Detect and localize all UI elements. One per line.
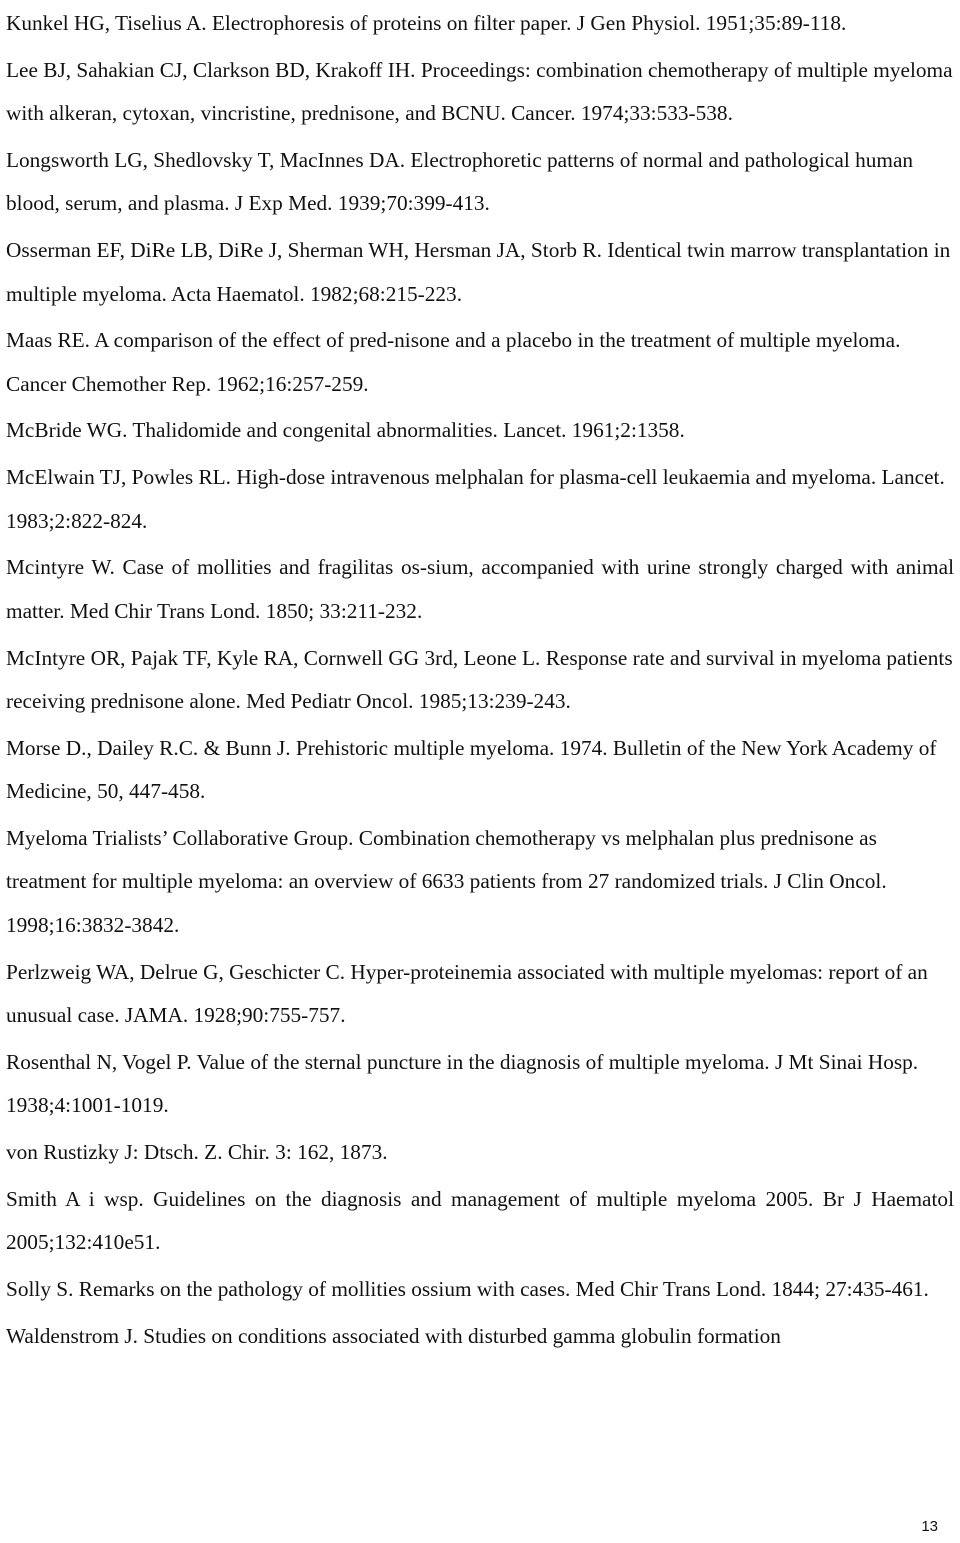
reference-entry: Waldenstrom J. Studies on conditions associated with disturbed gamma globulin formation — [6, 1323, 781, 1348]
reference-entry: Smith A i wsp. Guidelines on the diagnosis and management of multiple myeloma 2005. Br J Haematol 2005;132:410e51. — [6, 1186, 954, 1255]
reference-entry: Perlzweig WA, Delrue G, Geschicter C. Hyper-proteinemia associated with multiple myelomas: report of an unusual case. JAMA. 1928;90:755-757. — [6, 959, 928, 1028]
reference-entry: Morse D., Dailey R.C. & Bunn J. Prehistoric multiple myeloma. 1974. Bulletin of the New York Academy of Medicine, 50, 447-458. — [6, 735, 937, 804]
reference-entry: Kunkel HG, Tiselius A. Electrophoresis of proteins on filter paper. J Gen Physiol. 1951;35:89-118. — [6, 11, 847, 35]
reference-entry: Osserman EF, DiRe LB, DiRe J, Sherman WH, Hersman JA, Storb R. Identical twin marrow transplantation in multiple myeloma. Acta Haematol. 1982;68:215-223. — [6, 238, 951, 306]
reference-entry: Myeloma Trialists’ Collaborative Group. Combination chemotherapy vs melphalan plus prednisone as treatment for multiple myeloma: an overview of 6633 patients from 27 randomized trials. J Clin Oncol. 1998;16:3832-3842. — [6, 825, 887, 937]
reference-entry: Maas RE. A comparison of the effect of pred-nisone and a placebo in the treatment of multiple myeloma. Cancer Chemother Rep. 1962;16:257-259. — [6, 328, 901, 396]
reference-list — [6, 2, 954, 1361]
reference-entry: Solly S. Remarks on the pathology of mollities ossium with cases. Med Chir Trans Lond. 1844; 27:435-461. — [6, 1276, 929, 1301]
reference-entry: McBride WG. Thalidomide and congenital abnormalities. Lancet. 1961;2:1358. — [6, 418, 685, 443]
reference-entry: Mcintyre W. Case of mollities and fragilitas os-sium, accompanied with urine strongly charged with animal matter. Med Chir Trans Lond. 1850; 33:211-232. — [6, 555, 954, 623]
page-number: 13 — [921, 1518, 938, 1535]
reference-entry: Longsworth LG, Shedlovsky T, MacInnes DA. Electrophoretic patterns of normal and pathological human blood, serum, and plasma. J Exp Med. 1939;70:399-413. — [6, 147, 914, 216]
reference-entry: Rosenthal N, Vogel P. Value of the sternal puncture in the diagnosis of multiple myeloma. J Mt Sinai Hosp. 1938;4:1001-1019. — [6, 1049, 919, 1118]
reference-entry: McIntyre OR, Pajak TF, Kyle RA, Cornwell GG 3rd, Leone L. Response rate and survival in myeloma patients receiving prednisone alone. Med Pediatr Oncol. 1985;13:239-243. — [6, 645, 953, 713]
reference-entry: McElwain TJ, Powles RL. High-dose intravenous melphalan for plasma-cell leukaemia and myeloma. Lancet. 1983;2:822-824. — [6, 465, 945, 533]
reference-entry: Lee BJ, Sahakian CJ, Clarkson BD, Krakoff IH. Proceedings: combination chemotherapy of multiple myeloma with alkeran, cytoxan, vincristine, prednisone, and BCNU. Cancer. 1974;33:533-538. — [6, 57, 953, 126]
reference-entry: von Rustizky J: Dtsch. Z. Chir. 3: 162, 1873. — [6, 1139, 388, 1164]
